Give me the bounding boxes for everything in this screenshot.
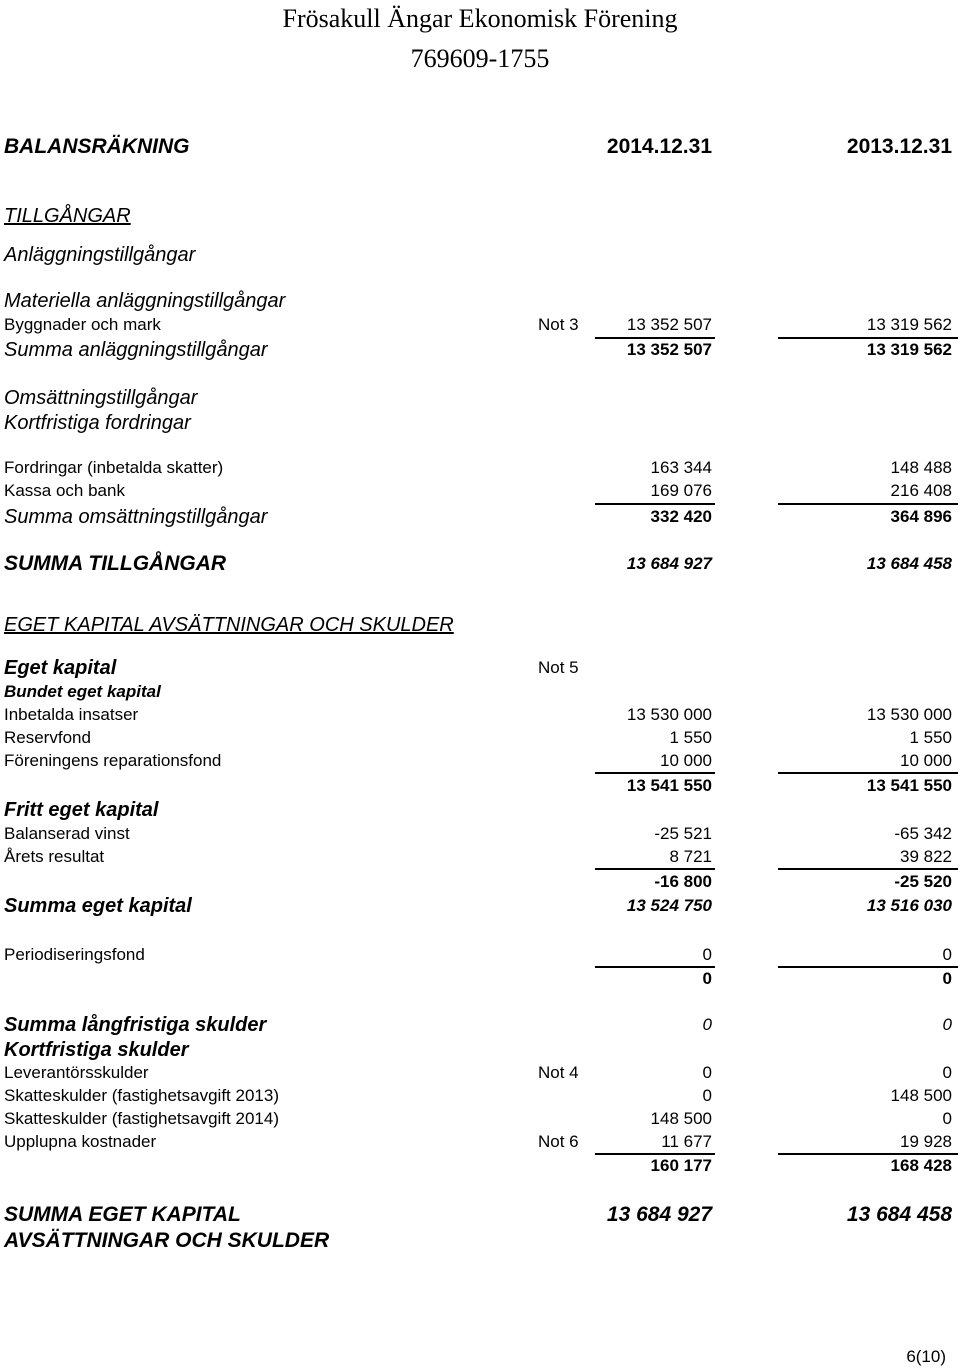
short-liabilities-sum-row	[0, 1154, 960, 1178]
reserve-2013: 1 550	[909, 728, 952, 747]
sum-current-assets-row	[0, 505, 960, 529]
grand-total-2014: 13 684 927	[606, 1203, 712, 1226]
paid-in-row	[0, 703, 960, 727]
free-equity-heading: Fritt eget kapital	[4, 799, 159, 821]
provisions-sum-row	[0, 967, 960, 991]
sum-current-assets-2014: 332 420	[650, 507, 712, 526]
reserve-2014: 1 550	[669, 728, 712, 747]
grand-total-label-line1: SUMMA EGET KAPITAL	[4, 1203, 241, 1226]
title-row	[0, 135, 960, 159]
grand-total-label-line2: AVSÄTTNINGAR OCH SKULDER	[4, 1229, 330, 1252]
cash-2013: 216 408	[890, 481, 952, 500]
sum-fixed-assets-2013: 13 319 562	[866, 340, 952, 359]
short-liabilities-heading-row	[0, 1038, 960, 1062]
repair-fund-label: Föreningens reparationsfond	[4, 751, 222, 770]
cash-row	[0, 479, 960, 503]
tax-2014-row	[0, 1107, 960, 1131]
accrued-2013: 19 928	[900, 1132, 952, 1151]
short-liabilities-sum-2014: 160 177	[650, 1156, 712, 1175]
receivables-heading: Kortfristiga fordringar	[4, 412, 191, 434]
short-liabilities-heading: Kortfristiga skulder	[4, 1039, 189, 1061]
sum-equity-2013: 13 516 030	[866, 896, 952, 915]
sum-long-liabilities-2014: 0	[702, 1015, 712, 1034]
free-sum-2013: -25 520	[894, 872, 952, 891]
repair-fund-2013: 10 000	[900, 751, 952, 770]
receivables-heading-row	[0, 411, 960, 435]
sum-equity-2014: 13 524 750	[626, 896, 712, 915]
total-assets-row	[0, 552, 960, 576]
total-assets-2013: 13 684 458	[866, 554, 952, 573]
sum-fixed-assets-label: Summa anläggningstillgångar	[4, 339, 268, 361]
buildings-label: Byggnader och mark	[4, 315, 161, 334]
free-sum-2014: -16 800	[654, 872, 712, 891]
tangible-assets-heading: Materiella anläggningstillgångar	[4, 290, 286, 312]
suppliers-note: Not 4	[538, 1063, 579, 1082]
tax-2014-2014: 148 500	[650, 1109, 712, 1128]
sum-fixed-assets-row	[0, 338, 960, 362]
accrued-label: Upplupna kostnader	[4, 1132, 157, 1151]
accrued-note: Not 6	[538, 1132, 579, 1151]
repair-fund-row	[0, 749, 960, 773]
periodisering-2014: 0	[702, 945, 712, 964]
eget-kapital-label: Eget kapital	[4, 657, 117, 679]
suppliers-2014: 0	[702, 1063, 712, 1082]
retained-2014: -25 521	[654, 824, 712, 843]
result-2013: 39 822	[900, 847, 952, 866]
repair-fund-2014: 10 000	[660, 751, 712, 770]
page-number: 6(10)	[906, 1347, 946, 1366]
sum-equity-label: Summa eget kapital	[4, 895, 192, 917]
bound-equity-heading: Bundet eget kapital	[4, 682, 161, 701]
assets-heading: TILLGÅNGAR	[4, 205, 131, 227]
total-assets-2014: 13 684 927	[626, 554, 712, 573]
current-assets-heading: Omsättningstillgångar	[4, 387, 198, 409]
column-date-2014: 2014.12.31	[606, 135, 712, 158]
reserve-label: Reservfond	[4, 728, 91, 747]
buildings-note: Not 3	[538, 315, 579, 334]
retained-row	[0, 822, 960, 846]
free-equity-heading-row	[0, 798, 960, 822]
tax-2014-label: Skatteskulder (fastighetsavgift 2014)	[4, 1109, 279, 1128]
bound-sum-row	[0, 774, 960, 798]
equity-liabilities-heading: EGET KAPITAL AVSÄTTNINGAR OCH SKULDER	[4, 614, 454, 636]
provisions-sum-2014: 0	[702, 969, 712, 988]
result-2014: 8 721	[669, 847, 712, 866]
assets-heading-row	[0, 204, 960, 228]
paid-in-2013: 13 530 000	[866, 705, 952, 724]
equity-heading-row	[0, 613, 960, 637]
tax-2013-2013: 148 500	[890, 1086, 952, 1105]
reserve-row	[0, 726, 960, 750]
eget-kapital-note: Not 5	[538, 658, 579, 677]
tax-2014-2013: 0	[942, 1109, 952, 1128]
retained-label: Balanserad vinst	[4, 824, 130, 843]
sum-equity-row	[0, 894, 960, 918]
receivables-row	[0, 456, 960, 480]
tax-2013-row	[0, 1084, 960, 1108]
tangible-assets-heading-row	[0, 289, 960, 313]
suppliers-row	[0, 1061, 960, 1085]
provisions-sum-2013: 0	[942, 969, 952, 988]
organization-number: 769609-1755	[410, 44, 550, 73]
receivables-2013: 148 488	[890, 458, 952, 477]
paid-in-2014: 13 530 000	[626, 705, 712, 724]
grand-total-row-2	[0, 1229, 960, 1253]
sum-current-assets-label: Summa omsättningstillgångar	[4, 506, 268, 528]
column-date-2013: 2013.12.31	[846, 135, 952, 158]
total-assets-label: SUMMA TILLGÅNGAR	[4, 552, 227, 575]
bound-sum-2014: 13 541 550	[626, 776, 712, 795]
periodisering-label: Periodiseringsfond	[4, 945, 145, 964]
paid-in-label: Inbetalda insatser	[4, 705, 139, 724]
retained-2013: -65 342	[894, 824, 952, 843]
organization-name: Frösakull Ängar Ekonomisk Förening	[282, 4, 678, 33]
fixed-assets-heading: Anläggningstillgångar	[4, 244, 196, 266]
bound-sum-2013: 13 541 550	[866, 776, 952, 795]
tax-2013-label: Skatteskulder (fastighetsavgift 2013)	[4, 1086, 279, 1105]
buildings-row	[0, 313, 960, 337]
sum-current-assets-2013: 364 896	[890, 507, 952, 526]
accrued-2014: 11 677	[661, 1132, 712, 1151]
bound-equity-heading-row	[0, 680, 960, 704]
sum-fixed-assets-2014: 13 352 507	[626, 340, 712, 359]
cash-2014: 169 076	[650, 481, 712, 500]
sum-long-liabilities-row	[0, 1013, 960, 1037]
current-assets-heading-row	[0, 386, 960, 410]
sum-long-liabilities-label: Summa långfristiga skulder	[4, 1014, 267, 1036]
cash-label: Kassa och bank	[4, 481, 125, 500]
short-liabilities-sum-2013: 168 428	[890, 1156, 952, 1175]
suppliers-label: Leverantörsskulder	[4, 1063, 149, 1082]
suppliers-2013: 0	[942, 1063, 952, 1082]
eget-kapital-row	[0, 656, 960, 680]
grand-total-row	[0, 1203, 960, 1227]
result-label: Årets resultat	[4, 847, 105, 866]
result-row	[0, 845, 960, 869]
tax-2013-2014: 0	[702, 1086, 712, 1105]
buildings-2013: 13 319 562	[866, 315, 952, 334]
periodisering-2013: 0	[942, 945, 952, 964]
page-title: BALANSRÄKNING	[4, 135, 190, 158]
receivables-label: Fordringar (inbetalda skatter)	[4, 458, 224, 477]
buildings-2014: 13 352 507	[626, 315, 712, 334]
receivables-2014: 163 344	[650, 458, 712, 477]
accrued-row	[0, 1130, 960, 1154]
grand-total-2013: 13 684 458	[846, 1203, 952, 1226]
fixed-assets-heading-row	[0, 243, 960, 267]
sum-long-liabilities-2013: 0	[942, 1015, 952, 1034]
periodisering-row	[0, 943, 960, 967]
free-sum-row	[0, 870, 960, 894]
